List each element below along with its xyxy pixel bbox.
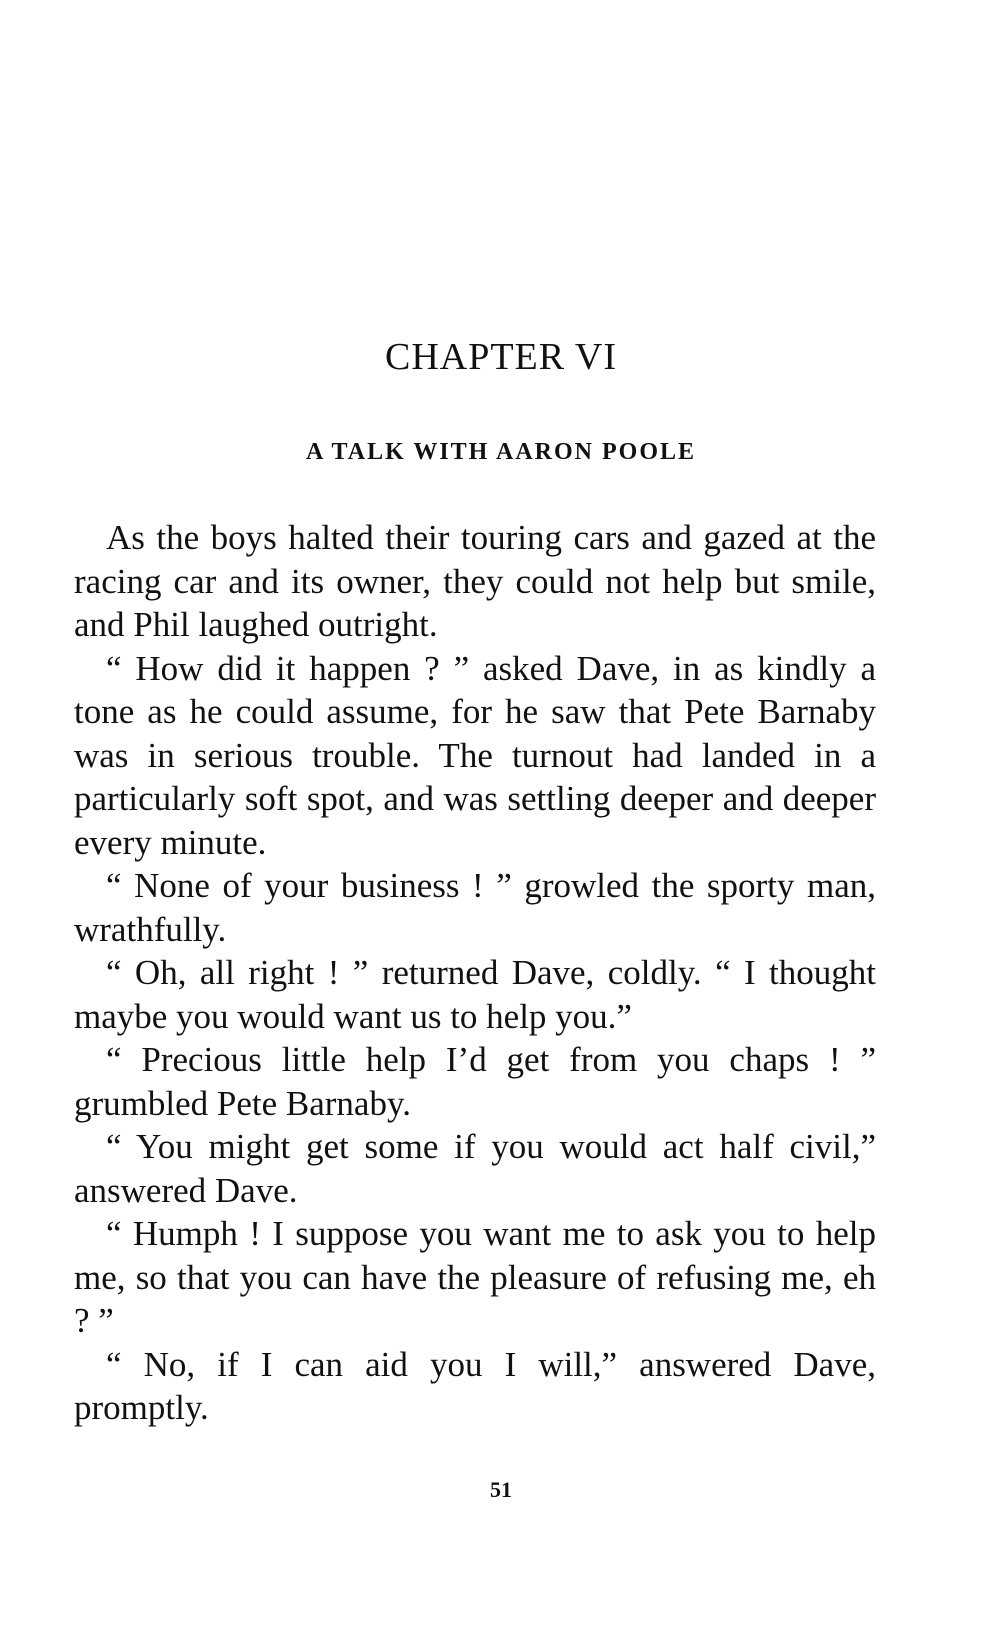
chapter-title: CHAPTER VI [384, 336, 618, 378]
paragraph: “ Humph ! I suppose you want me to ask you to help me, so that you can have the pleasure of refusing me, eh ? ” [74, 1214, 876, 1340]
paragraph: As the boys halted their touring cars and gazed at the racing car and its owner, they could not help but smile, and Phil laughed outright. [74, 518, 876, 644]
paragraph: “ You might get some if you would act half civil,” answered Dave. [74, 1127, 876, 1210]
chapter-subtitle: A TALK WITH AARON POOLE [305, 439, 697, 465]
paragraph: “ How did it happen ? ” asked Dave, in as kindly a tone as he could assume, for he saw that Pete Barnaby was in serious trouble. The turnout had landed in a particularly soft spot, and was settling deeper and deeper every minute. [74, 648, 876, 862]
paragraph: “ Precious little help I’d get from you chaps ! ” grumbled Pete Barnaby. [74, 1040, 876, 1123]
paragraph: “ No, if I can aid you I will,” answered Dave, promptly. [74, 1344, 876, 1427]
body-text [74, 516, 876, 1430]
paragraph: “ None of your business ! ” growled the sporty man, wrathfully. [74, 866, 876, 949]
paragraph: “ Oh, all right ! ” returned Dave, coldly. “ I thought maybe you would want us to help you.” [74, 953, 876, 1036]
page-number: 51 [490, 1477, 512, 1502]
